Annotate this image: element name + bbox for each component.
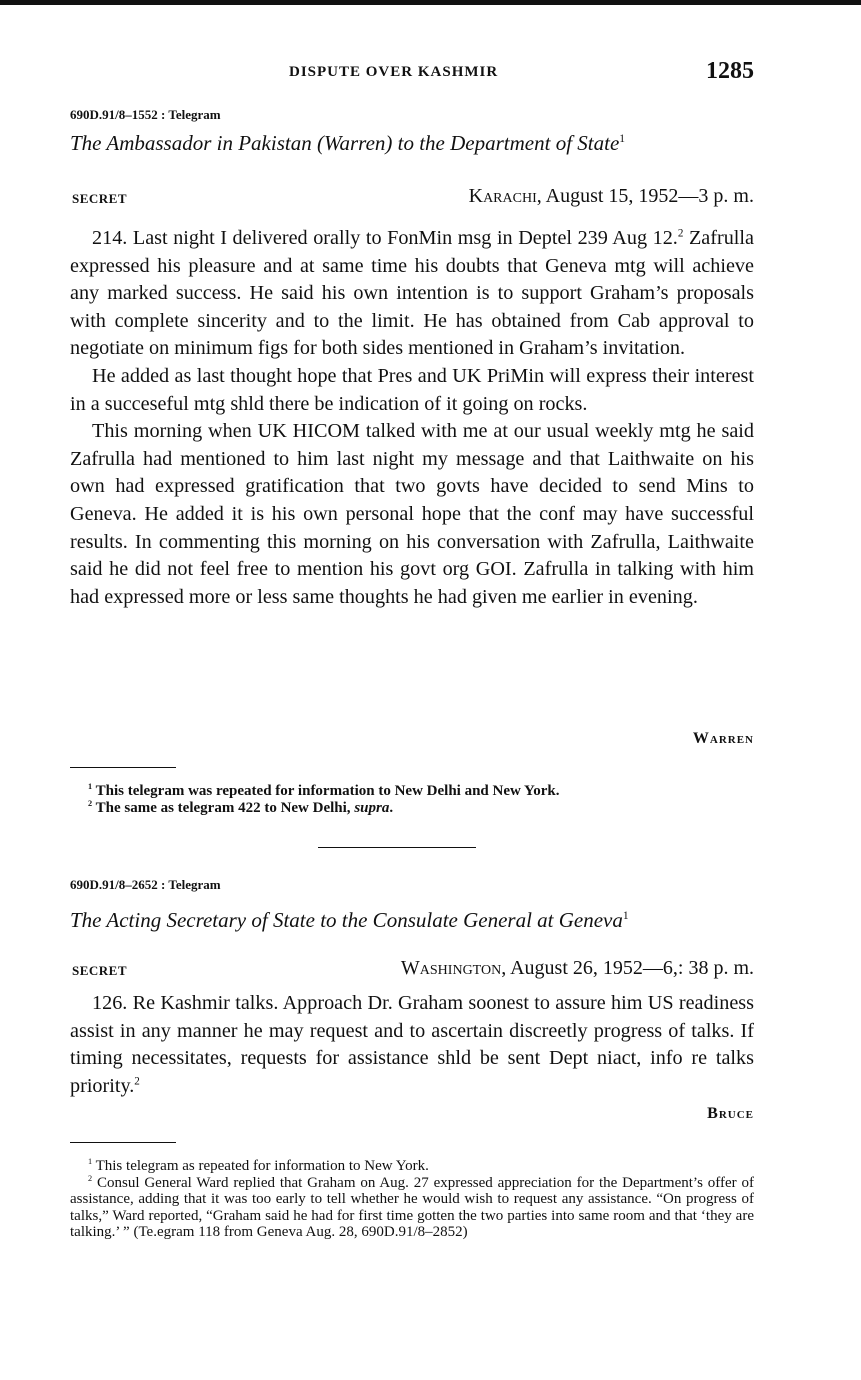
doc1-signature: Warren <box>692 730 754 747</box>
doc2-header-row <box>70 957 754 983</box>
doc2-para-note: 2 <box>134 1075 140 1088</box>
doc2-body <box>70 990 754 1100</box>
doc1-paragraph-1: 214. Last night I delivered orally to FonMin msg in Deptel 239 Aug 12.$^2$ Zafrulla expressed his pleasure and at same time his doubts that Geneva mtg will achieve any marked success. He said his own intention is to support Graham’s proposals with complete sincerity and to the limit. He has obtained from Cab approval to negotiate on minimum figs for both sides mentioned in Graham’s invitation. <box>70 227 754 360</box>
doc2-title <box>70 908 760 933</box>
doc1-footnote-rule <box>70 767 176 768</box>
doc1-body <box>70 225 754 611</box>
doc2-footnote-rule <box>70 1142 176 1143</box>
doc1-classification: SECRET <box>72 191 128 206</box>
doc1-header-row <box>70 185 754 211</box>
doc2-dateline-place: Washington <box>400 957 502 979</box>
doc2-footnotes <box>70 1158 754 1241</box>
running-head <box>70 58 754 92</box>
running-title: DISPUTE OVER KASHMIR <box>289 64 499 80</box>
doc2-file-ref: 690D.91/8–2652 : Telegram <box>70 877 221 892</box>
doc1-paragraph-3: This morning when UK HICOM talked with me at our usual weekly mtg he said Zafrulla had mentioned to him last night my message and that Laithwaite on his own had expressed gratification that two govts have decided to send Mins to Geneva. He added it is his own personal hope that the conf may have successful results. In commenting this morning on his conversation with Zafrulla, Laithwaite said he did not feel free to mention his govt org GOI. Zafrulla in talking with him had expressed more or less same thoughts he had given me earlier in evening. <box>70 420 754 608</box>
doc2-paragraph-1: 126. Re Kashmir talks. Approach Dr. Graham soonest to assure him US readiness assist in any manner he may request and to ascertain discreetly progress of talks. If timing necessitates, requests for assistance shld be sent Dept niact, info re talks priority.$^2$ <box>70 992 754 1097</box>
doc2-footnote-1: $^1$ This telegram as repeated for information to New York. <box>88 1157 429 1174</box>
doc1-footnote-1: $^1$ This telegram was repeated for information to New Delhi and New York. <box>88 782 560 799</box>
doc1-dateline-place: Karachi <box>468 185 537 207</box>
doc1-title-note: 1 <box>619 133 626 145</box>
doc1-title-text: The Ambassador in Pakistan (Warren) to the Department of State <box>70 131 620 155</box>
doc1-title <box>70 131 760 156</box>
doc2-dateline-rest: , August 26, 1952—6,: 38 p. m. <box>501 957 754 979</box>
page-number: 1285 <box>706 58 754 84</box>
section-separator-rule <box>318 847 476 848</box>
doc1-paragraph-2: He added as last thought hope that Pres and UK PriMin will express their interest in a succeseful mtg shld there be indication of it going on rocks. <box>70 364 754 415</box>
doc1-dateline-rest: , August 15, 1952—3 p. m. <box>536 185 754 207</box>
doc1-footnote-2: $^2$ The same as telegram 422 to New Delhi, supra. <box>88 798 394 816</box>
doc2-dateline <box>401 957 754 980</box>
doc2-classification: SECRET <box>72 963 128 978</box>
doc2-title-text: The Acting Secretary of State to the Consulate General at Geneva <box>70 908 623 932</box>
doc2-footnote-2: $^2$ Consul General Ward replied that Graham on Aug. 27 expressed appreciation for the Department’s offer of assistance, adding that it was too early to tell whether he would wish to request any assistance. “On progress of talks,” Ward reported, “Graham said he had for first time gotten the two parties into same room and that ‘they are talking.’ ” (Te.egram 118 from Geneva Aug. 28, 690D.91/8–2852) <box>70 1173 754 1240</box>
doc2-signature: Bruce <box>707 1105 754 1122</box>
page-edge-rule <box>0 0 861 5</box>
doc1-footnotes <box>70 783 754 816</box>
doc2-title-note: 1 <box>622 910 629 922</box>
doc1-dateline <box>469 185 754 208</box>
doc1-file-ref: 690D.91/8–1552 : Telegram <box>70 107 221 122</box>
doc1-para1-note: 2 <box>677 227 684 240</box>
